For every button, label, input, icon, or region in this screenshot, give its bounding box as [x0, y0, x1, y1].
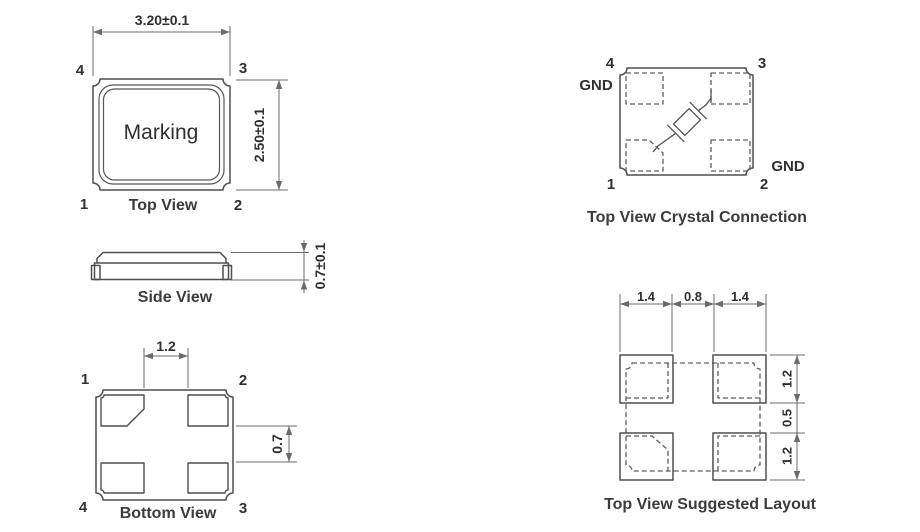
- top-view-height-dim: 2.50±0.1: [251, 107, 267, 163]
- layout-package-outline-dashed: [626, 363, 760, 471]
- bottom-view-pad-gap-dim: 1.2: [156, 338, 176, 354]
- layout-pad-outline-bottom-right: [718, 436, 760, 471]
- pin-number-4: 4: [78, 499, 88, 516]
- bottom-view: [79, 338, 297, 522]
- pin-number-1: 1: [79, 196, 89, 213]
- connection-package-outline: [620, 68, 753, 175]
- layout-dim-right-top: 1.2: [779, 369, 795, 389]
- bottom-pad-3: [188, 463, 228, 493]
- gnd-label-left: GND: [579, 77, 613, 94]
- connection-pad-3: [711, 73, 750, 104]
- land-pad-bottom-left: [620, 433, 673, 480]
- suggested-layout-caption: Top View Suggested Layout: [604, 496, 816, 513]
- connection-pad-4: [626, 73, 663, 104]
- gnd-label-right: GND: [771, 158, 805, 175]
- layout-pad-outline-bottom-left-chamfered: [626, 436, 668, 471]
- side-view: [92, 240, 329, 306]
- pin-number-3: 3: [238, 60, 248, 77]
- layout-dim-right-bottom: 1.2: [779, 446, 795, 466]
- layout-pad-outline-top-right: [718, 363, 760, 398]
- pin-number-2: 2: [238, 372, 248, 389]
- crystal-connection-view: [579, 55, 807, 226]
- connection-pad-1-chamfered: [626, 140, 663, 171]
- pin-number-2: 2: [759, 176, 769, 193]
- top-view-caption: Top View: [128, 197, 198, 214]
- layout-dim-center: 0.8: [683, 289, 703, 304]
- pin-number-1: 1: [80, 371, 90, 388]
- crystal-body: [674, 109, 701, 136]
- side-view-lid: [97, 253, 226, 264]
- layout-dim-right: 1.4: [730, 289, 750, 304]
- side-view-left-castellation: [92, 266, 101, 280]
- bottom-view-pad-pitch-dim: 0.7: [269, 434, 285, 454]
- bottom-view-caption: Bottom View: [119, 505, 217, 522]
- side-view-right-castellation: [223, 266, 232, 280]
- bottom-pad-2: [188, 395, 228, 426]
- connection-pad-2: [711, 140, 750, 171]
- crystal-lead-to-pin3: [698, 98, 711, 111]
- side-view-caption: Side View: [137, 289, 213, 306]
- marking-label: Marking: [123, 121, 199, 144]
- pin-number-3: 3: [238, 500, 248, 517]
- suggested-layout-view: [604, 289, 817, 513]
- land-pad-top-right: [713, 355, 766, 403]
- pin-number-4: 4: [75, 62, 85, 79]
- bottom-pad-1-chamfered: [101, 395, 144, 426]
- side-view-thickness-dim: 0.7±0.1: [312, 242, 328, 290]
- side-view-body: [95, 263, 229, 280]
- crystal-connection-caption: Top View Crystal Connection: [587, 209, 807, 226]
- crystal-lead-to-pin1: [653, 133, 676, 152]
- pin-number-3: 3: [757, 55, 767, 72]
- pin-number-4: 4: [605, 55, 615, 72]
- top-view-width-dim: 3.20±0.1: [134, 12, 190, 28]
- layout-pad-outline-top-left: [626, 363, 668, 398]
- top-view: [76, 12, 288, 214]
- bottom-pad-4: [101, 463, 144, 493]
- layout-dim-right-middle: 0.5: [779, 408, 795, 428]
- pin-number-2: 2: [233, 197, 243, 214]
- layout-dim-left: 1.4: [636, 289, 656, 304]
- land-pad-top-left: [620, 355, 673, 403]
- land-pad-bottom-right: [713, 433, 766, 480]
- pin-number-1: 1: [606, 176, 616, 193]
